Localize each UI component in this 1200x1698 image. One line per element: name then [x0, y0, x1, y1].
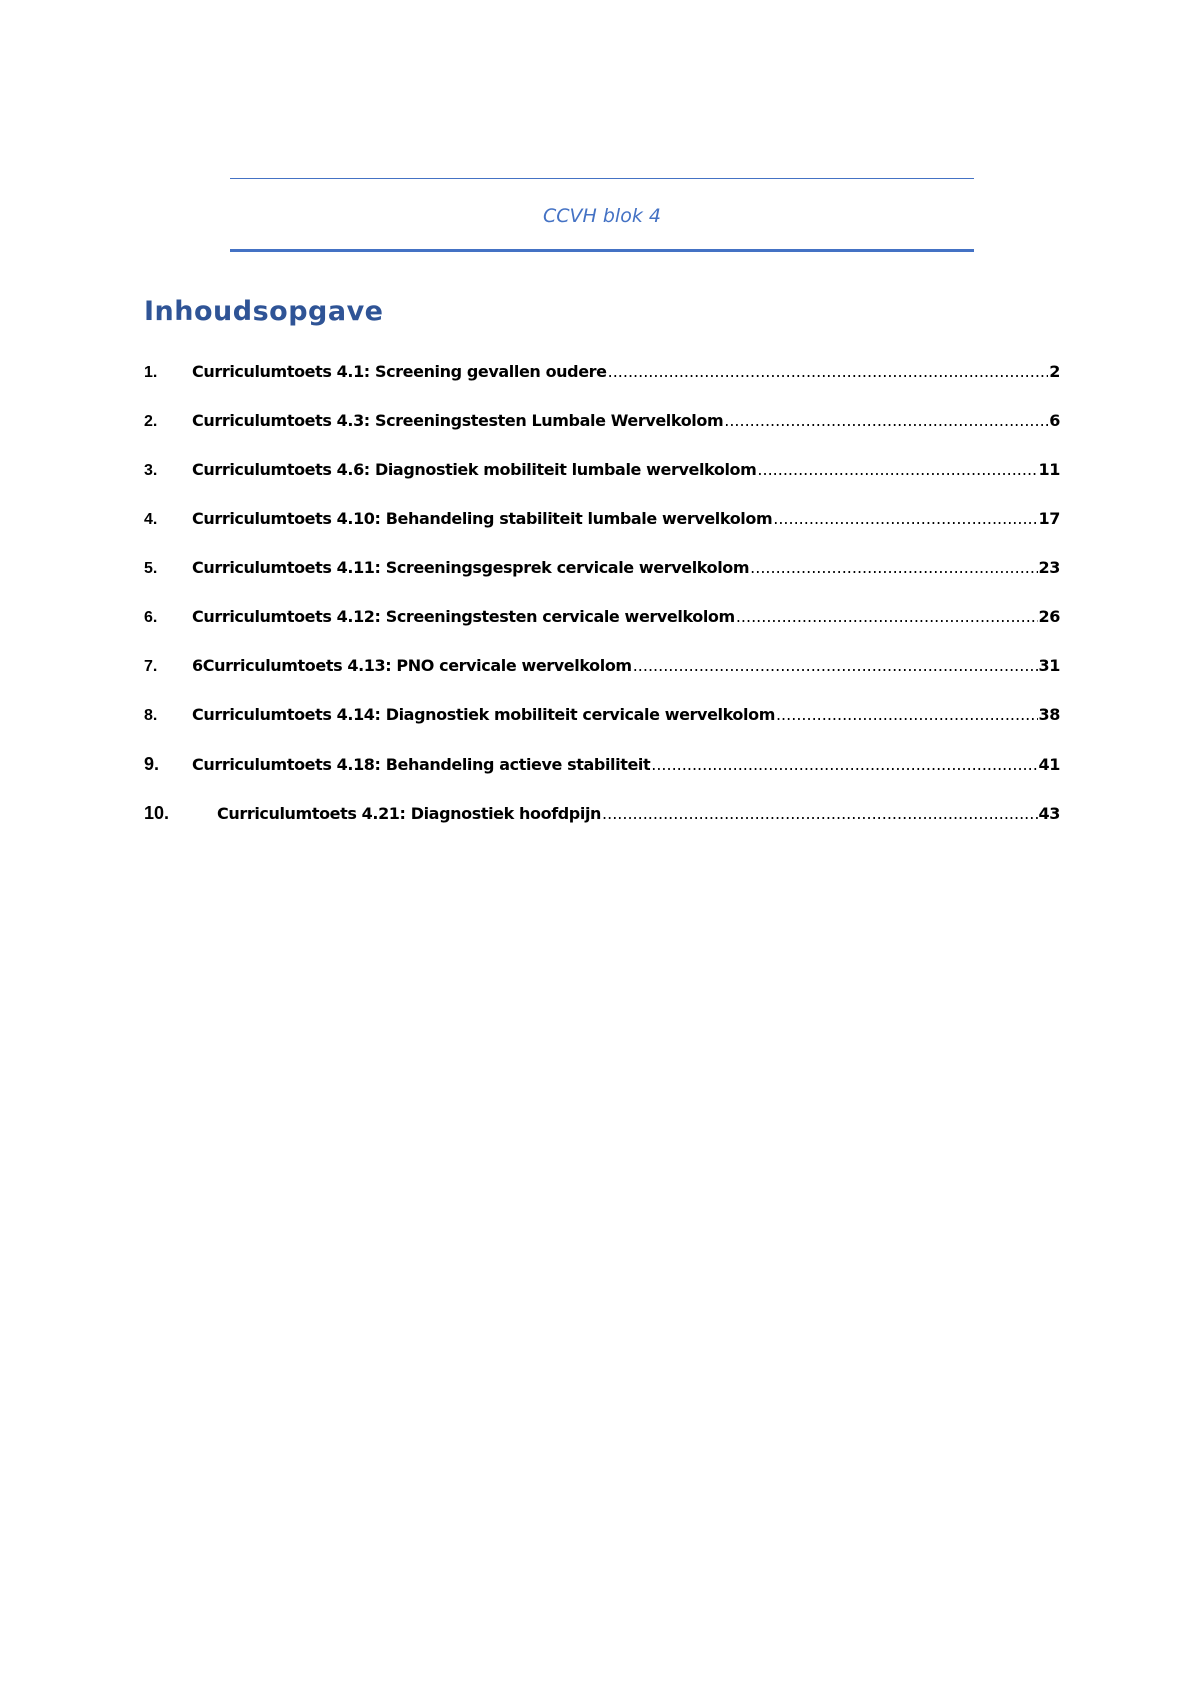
toc-entry-page: 17 [1038, 509, 1060, 528]
header-rule-bottom [230, 249, 974, 252]
toc-entry-title: Curriculumtoets 4.21: Diagnostiek hoofdpijn [217, 804, 602, 823]
toc-entry-title: Curriculumtoets 4.18: Behandeling actieve stabiliteit [192, 755, 651, 774]
toc-dot-leader [602, 804, 1038, 823]
toc-entry[interactable] [144, 803, 1060, 852]
toc-dot-leader [736, 607, 1038, 626]
toc-dot-leader [750, 558, 1037, 577]
toc-heading: Inhoudsopgave [144, 296, 384, 327]
toc-dot-leader [776, 705, 1038, 724]
toc-dot-leader [757, 460, 1037, 479]
toc-entry-title: Curriculumtoets 4.11: Screeningsgesprek cervicale wervelkolom [192, 558, 750, 577]
toc-entry-number: 7. [144, 658, 158, 675]
toc-entry-title: Curriculumtoets 4.12: Screeningstesten cervicale wervelkolom [192, 607, 735, 626]
toc-entry-title: 6Curriculumtoets 4.13: PNO cervicale wervelkolom [192, 656, 632, 675]
toc-dot-leader [633, 656, 1038, 675]
toc-entry-page: 38 [1038, 705, 1060, 724]
toc-dot-leader [724, 411, 1048, 430]
toc-entry-page: 41 [1038, 755, 1060, 774]
toc-entry-page: 31 [1038, 656, 1060, 675]
toc-entry-number: 2. [144, 413, 158, 430]
toc-entry[interactable] [144, 460, 1060, 509]
toc-entry-page: 43 [1038, 804, 1060, 823]
toc-entry[interactable] [144, 411, 1060, 460]
toc-entry[interactable] [144, 705, 1060, 754]
toc-entry-number: 1. [144, 364, 158, 381]
toc-entry-number: 5. [144, 560, 158, 577]
page-header [230, 178, 974, 252]
toc-entry-title: Curriculumtoets 4.3: Screeningstesten Lumbale Wervelkolom [192, 411, 724, 430]
header-title: CCVH blok 4 [543, 205, 661, 227]
toc-entry[interactable] [144, 509, 1060, 558]
toc-entry-number: 10. [144, 803, 170, 823]
toc-entry-page: 11 [1038, 460, 1060, 479]
toc-entry-title: Curriculumtoets 4.1: Screening gevallen oudere [192, 362, 607, 381]
toc-dot-leader [773, 509, 1037, 528]
toc-dot-leader [608, 362, 1049, 381]
toc-entry-number: 9. [144, 754, 160, 774]
toc-entry-page: 23 [1038, 558, 1060, 577]
toc-entry-title: Curriculumtoets 4.6: Diagnostiek mobiliteit lumbale wervelkolom [192, 460, 757, 479]
toc-entry[interactable] [144, 362, 1060, 411]
table-of-contents [144, 362, 1060, 852]
toc-entry[interactable] [144, 558, 1060, 607]
toc-entry-number: 4. [144, 511, 158, 528]
toc-entry[interactable] [144, 607, 1060, 656]
toc-entry-page: 26 [1038, 607, 1060, 626]
toc-entry-number: 3. [144, 462, 158, 479]
toc-entry[interactable] [144, 754, 1060, 803]
toc-dot-leader [651, 755, 1037, 774]
header-rule-top [230, 178, 974, 179]
toc-entry-title: Curriculumtoets 4.14: Diagnostiek mobiliteit cervicale wervelkolom [192, 705, 775, 724]
toc-entry-number: 6. [144, 609, 158, 626]
toc-entry-page: 2 [1049, 362, 1060, 381]
toc-entry-page: 6 [1049, 411, 1060, 430]
toc-entry-title: Curriculumtoets 4.10: Behandeling stabiliteit lumbale wervelkolom [192, 509, 773, 528]
toc-entry[interactable] [144, 656, 1060, 705]
toc-entry-number: 8. [144, 707, 158, 724]
